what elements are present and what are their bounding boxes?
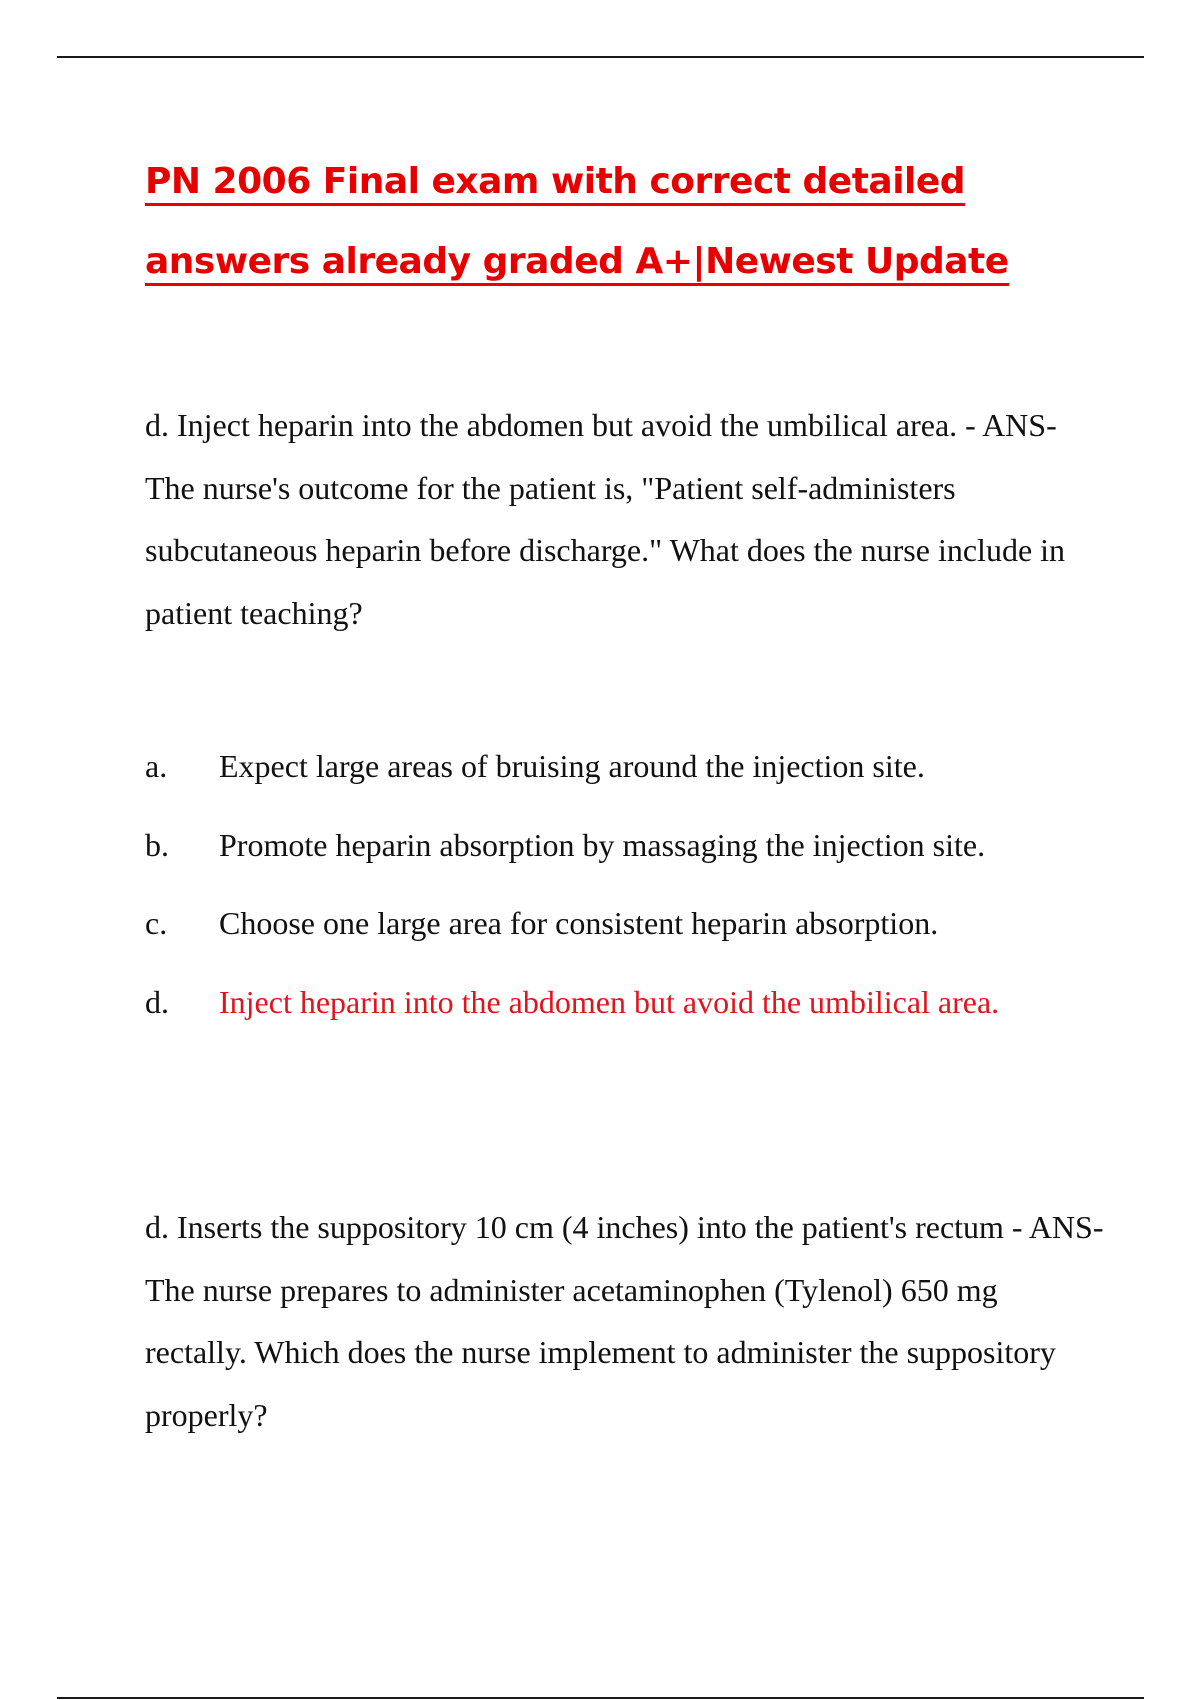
option-d-correct-answer	[145, 971, 1105, 1034]
option-letter: c.	[145, 905, 168, 941]
question-2-text: d. Inserts the suppository 10 cm (4 inches) into the patient's rectum - ANS-The nurse prepares to administer acetaminophen (Tylenol) 650 mg rectally. Which does the nurse implement to administer the suppository properly?	[145, 1209, 1104, 1433]
option-text: Inject heparin into the abdomen but avoid the umbilical area.	[219, 983, 1000, 1020]
option-a	[145, 735, 1105, 798]
option-letter: b.	[145, 826, 169, 863]
option-letter: d.	[145, 983, 169, 1020]
document-title: PN 2006 Final exam with correct detailed answers already graded A+|Newest Update	[145, 142, 1105, 302]
footer-rule	[57, 1697, 1144, 1699]
option-c	[145, 892, 1105, 955]
option-text: Expect large areas of bruising around the injection site.	[219, 748, 925, 784]
question-1-options	[145, 735, 1105, 1049]
option-text: Promote heparin absorption by massaging the injection site.	[219, 826, 986, 863]
header-rule	[57, 56, 1144, 58]
option-letter: a.	[145, 748, 168, 784]
option-b	[145, 814, 1105, 877]
question-1-text: d. Inject heparin into the abdomen but avoid the umbilical area. - ANS-The nurse's outcome for the patient is, "Patient self-administers subcutaneous heparin before discharge." What does the nurse include in patient teaching?	[145, 407, 1066, 631]
option-text: Choose one large area for consistent heparin absorption.	[219, 905, 939, 941]
